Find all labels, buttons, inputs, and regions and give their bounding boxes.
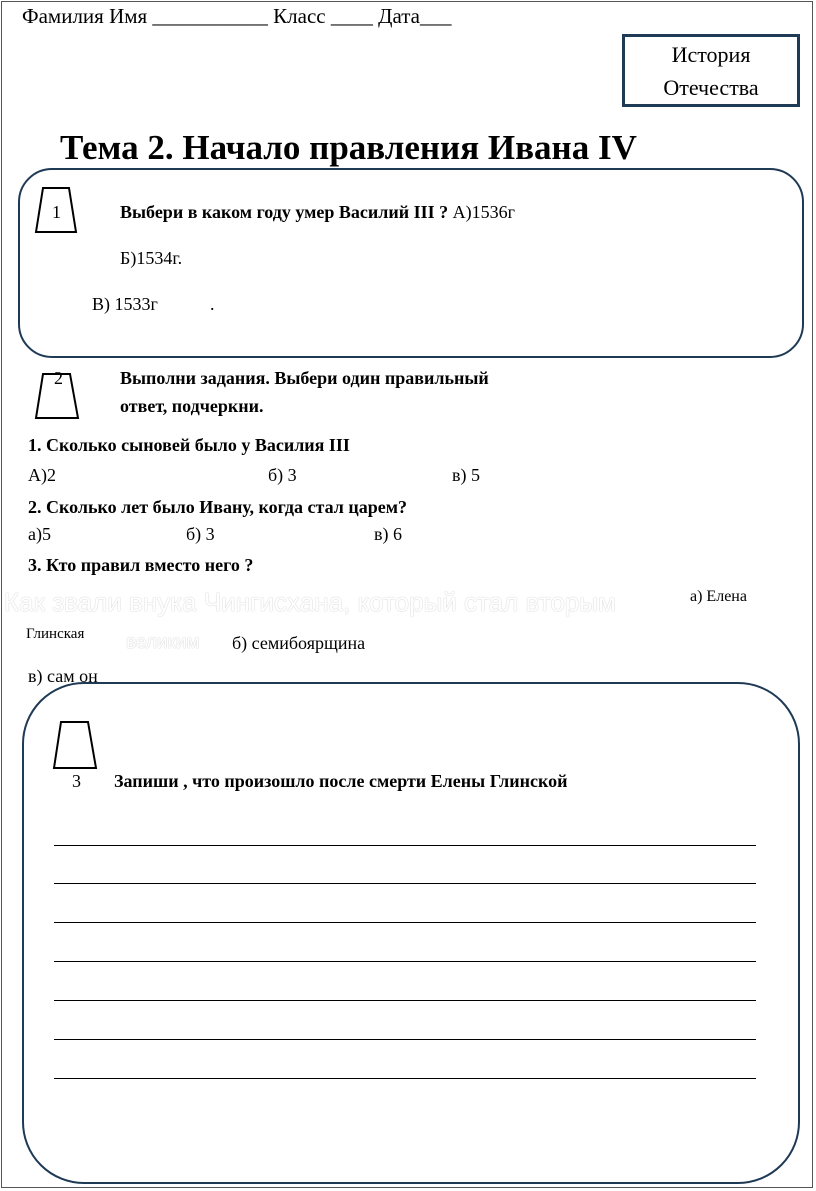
task3-number: 3 [72, 771, 81, 791]
task3-trapezoid-icon [52, 720, 98, 770]
q1-option-a: А)2 [28, 465, 56, 485]
q2-option-b: б) 3 [186, 524, 215, 544]
q1-option-c: в) 5 [452, 465, 480, 485]
q3-option-a-part1: а) Елена [690, 588, 747, 605]
q3-ghost-text-line2: великим [126, 632, 200, 653]
answer-line[interactable] [54, 1039, 756, 1040]
student-info-line: Фамилия Имя ___________ Класс ____ Дата___ [22, 4, 452, 28]
task3-instruction: Запиши , что произошло после смерти Елены Глинской [114, 771, 568, 791]
q2-text: 2. Сколько лет было Ивану, когда стал царем? [28, 497, 407, 517]
task3-box [22, 682, 800, 1184]
q3-option-a-part2: Глинская [26, 626, 85, 642]
q3-text: 3. Кто правил вместо него ? [28, 555, 254, 575]
task1-option-b: Б)1534г. [120, 248, 183, 268]
q3-option-c: в) сам он [28, 666, 98, 686]
q3-ghost-text-line1: Как звали внука Чингисхана, который стал вторым [4, 587, 616, 617]
answer-line[interactable] [54, 845, 756, 846]
answer-line[interactable] [54, 1078, 756, 1079]
task1-dot: . [210, 294, 215, 314]
answer-line[interactable] [54, 922, 756, 923]
page-title: Тема 2. Начало правления Ивана IV [60, 128, 637, 167]
task1-option-a: А)1536г [452, 202, 516, 222]
task1-question: Выбери в каком году умер Василий III ? [120, 202, 449, 222]
task1-number: 1 [52, 202, 61, 222]
q2-option-a: а)5 [28, 524, 51, 544]
q1-option-b: б) 3 [268, 465, 297, 485]
task2-number: 2 [54, 368, 63, 388]
task2-instruction-line1: Выполни задания. Выбери один правильный [120, 368, 489, 388]
answer-line[interactable] [54, 883, 756, 884]
task1-question-line [120, 202, 515, 223]
task2-instruction-line2: ответ, подчеркни. [120, 396, 264, 416]
answer-line[interactable] [54, 961, 756, 962]
subject-line-2: Отечества [663, 75, 759, 100]
subject-box [622, 34, 800, 107]
subject-line-1: История [671, 42, 751, 67]
task1-option-c: В) 1533г [92, 294, 158, 314]
q1-text: 1. Сколько сыновей было у Василия III [28, 435, 350, 455]
q3-option-b: б) семибоярщина [232, 633, 366, 653]
answer-line[interactable] [54, 1000, 756, 1001]
q2-option-c: в) 6 [374, 524, 402, 544]
